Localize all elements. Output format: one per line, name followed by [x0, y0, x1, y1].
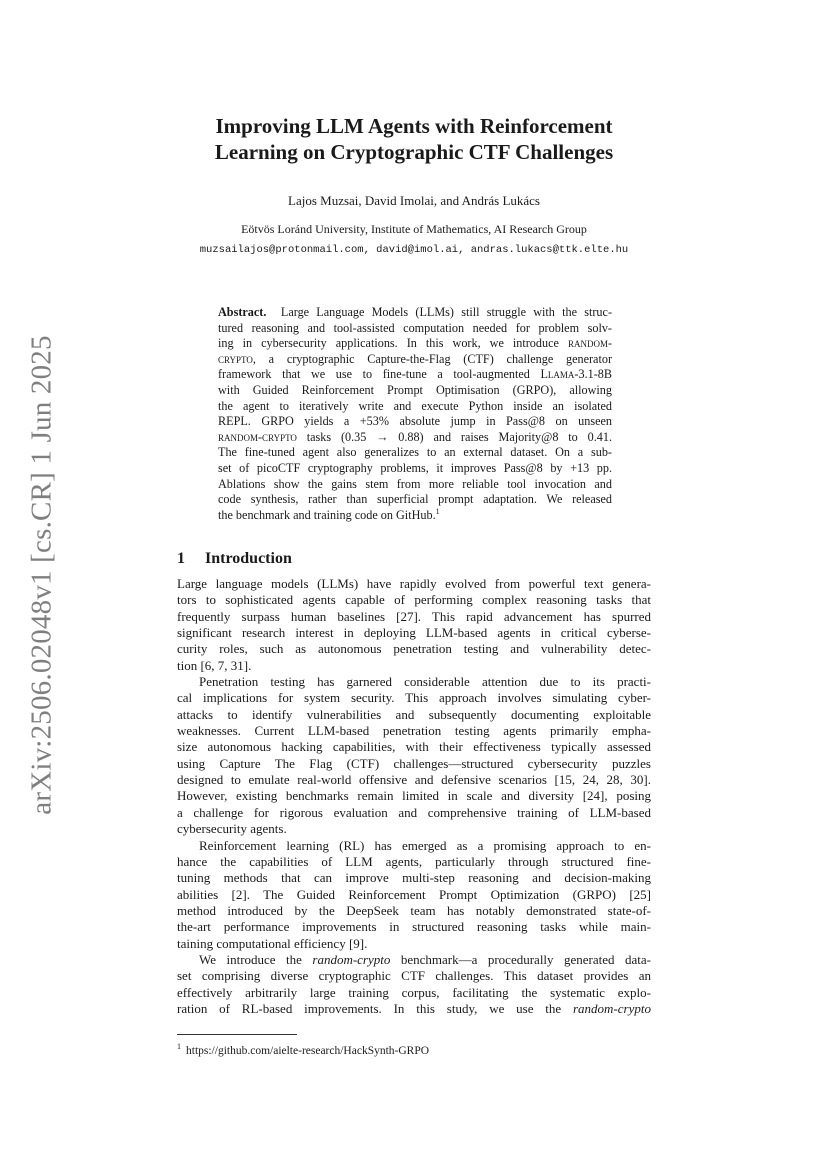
- footnote-ref: 1: [435, 506, 440, 516]
- body-line: cal implications for system security. This approach involves simulating cyber-: [177, 690, 651, 706]
- section-number: 1: [177, 550, 185, 567]
- footnote-mark: 1: [177, 1042, 181, 1051]
- body-line: the-art performance improvements in structured reasoning tasks while main-: [177, 919, 651, 935]
- abstract-line: code synthesis, rather than superficial prompt adaptation. We released: [218, 492, 612, 507]
- abstract-line: the benchmark and training code on GitHub.$^1$: [218, 506, 440, 522]
- body-line: ration of RL-based improvements. In this study, we use the random-crypto: [177, 1000, 651, 1016]
- paragraph-4: [177, 952, 651, 1017]
- body-line: significant research interest in deploying LLM-based agents in critical cyberse-: [177, 625, 651, 641]
- abstract-line: the agent to iteratively write and execute Python inside an isolated: [218, 398, 612, 413]
- body-line: tion [6, 7, 31].: [177, 657, 252, 673]
- body-line: Large language models (LLMs) have rapidly evolved from powerful text genera-: [177, 576, 651, 591]
- footnote-link[interactable]: https://github.com/aielte-research/HackSynth-GRPO: [186, 1044, 430, 1057]
- body-line: Penetration testing has garnered considerable attention due to its practi-: [199, 674, 651, 690]
- abstract-line: tured reasoning and tool-assisted computation needed for problem solv-: [218, 320, 612, 335]
- abstract-line: with Guided Reinforcement Prompt Optimisation (GRPO), allowing: [218, 382, 612, 397]
- footnote-rule: [177, 1034, 297, 1035]
- body-line: curity roles, such as autonomous penetration testing and vulnerability detec-: [177, 641, 651, 657]
- section-heading: [177, 550, 292, 568]
- body-line: tors to sophisticated agents capable of performing complex reasoning tasks that: [177, 592, 651, 608]
- abstract-line: Abstract. Large Language Models (LLMs) still struggle with the struc-: [218, 305, 612, 319]
- body-line: Reinforcement learning (RL) has emerged as a promising approach to en-: [199, 837, 651, 853]
- body-line: hance the capabilities of LLM agents, particularly through structured fine-: [177, 853, 651, 869]
- paragraph-1: [177, 576, 651, 674]
- body-line: designed to emulate real-world offensive and defensive scenarios [15, 24, 28, 30].: [177, 772, 651, 788]
- body-line: effectively arbitrarily large training corpus, facilitating the systematic explo-: [177, 984, 651, 1000]
- body-line: size autonomous hacking capabilities, with their effectiveness typically assessed: [177, 739, 651, 755]
- affiliation: Eötvös Loránd University, Institute of Mathematics, AI Research Group: [241, 222, 587, 236]
- abstract-line: crypto, a cryptographic Capture-the-Flag (CTF) challenge generator: [218, 351, 612, 366]
- author-emails: muzsailajos@protonmail.com, david@imol.ai, andras.lukacs@ttk.elte.hu: [199, 244, 629, 256]
- title-line-1: Improving LLM Agents with Reinforcement: [215, 114, 613, 138]
- abstract-line: REPL. GRPO yields a +53% absolute jump in Pass@8 on unseen: [218, 414, 612, 429]
- body-line: using Capture The Flag (CTF) challenges—structured cybersecurity puzzles: [177, 755, 651, 771]
- paragraph-2: [177, 674, 651, 837]
- abstract-line: ing in cybersecurity applications. In this work, we introduce random-: [218, 336, 613, 351]
- introduction-body: [177, 576, 651, 1017]
- body-line: However, existing benchmarks remain limited in scale and diversity [24], posing: [177, 788, 651, 804]
- authors: Lajos Muzsai, David Imolai, and András Lukács: [288, 193, 540, 208]
- body-line: tuning methods that can improve multi-step reasoning and decision-making: [177, 870, 651, 886]
- abstract-line: set of picoCTF cryptography problems, it improves Pass@8 by +13 pp.: [218, 460, 612, 475]
- abstract-line: The fine-tuned agent also generalizes to an external dataset. On a sub-: [218, 445, 612, 460]
- arxiv-identifier: arXiv:2506.02048v1 [cs.CR] 1 Jun 2025: [25, 335, 58, 815]
- abstract-line: Ablations show the gains stem from more reliable tool invocation and: [218, 476, 612, 491]
- body-line: frequently surpass human baselines [27]. This rapid advancement has spurred: [177, 608, 651, 624]
- arxiv-sidebar: [0, 0, 80, 1171]
- body-line: a challenge for rigorous evaluation and comprehensive training of LLM-based: [177, 804, 651, 820]
- footnote: [177, 1042, 429, 1057]
- body-line: method introduced by the DeepSeek team has notably demonstrated state-of-: [177, 902, 651, 918]
- paragraph-3: [177, 838, 651, 952]
- paper-title: [120, 113, 708, 165]
- title-line-2: Learning on Cryptographic CTF Challenges: [214, 140, 614, 164]
- body-line: set comprising diverse cryptographic CTF challenges. This dataset provides an: [177, 968, 651, 984]
- body-line: taining computational efficiency [9].: [177, 935, 368, 951]
- abstract-label: Abstract.: [218, 305, 267, 319]
- abstract: [218, 305, 612, 523]
- section-title: Introduction: [205, 550, 292, 567]
- abstract-line: random-crypto tasks (0.35 → 0.88) and raises Majority@8 to 0.41.: [218, 429, 612, 444]
- body-line: attacks to identify vulnerabilities and subsequently documenting exploitable: [177, 706, 651, 722]
- abstract-line: framework that we use to fine-tune a tool-augmented Llama-3.1-8B: [218, 367, 613, 382]
- body-line: abilities [2]. The Guided Reinforcement Prompt Optimization (GRPO) [25]: [177, 886, 651, 902]
- body-line: We introduce the random-crypto benchmark—a procedurally generated data-: [199, 951, 651, 967]
- body-line: weaknesses. Current LLM-based penetration testing agents primarily empha-: [177, 723, 651, 739]
- body-line: cybersecurity agents.: [177, 821, 287, 837]
